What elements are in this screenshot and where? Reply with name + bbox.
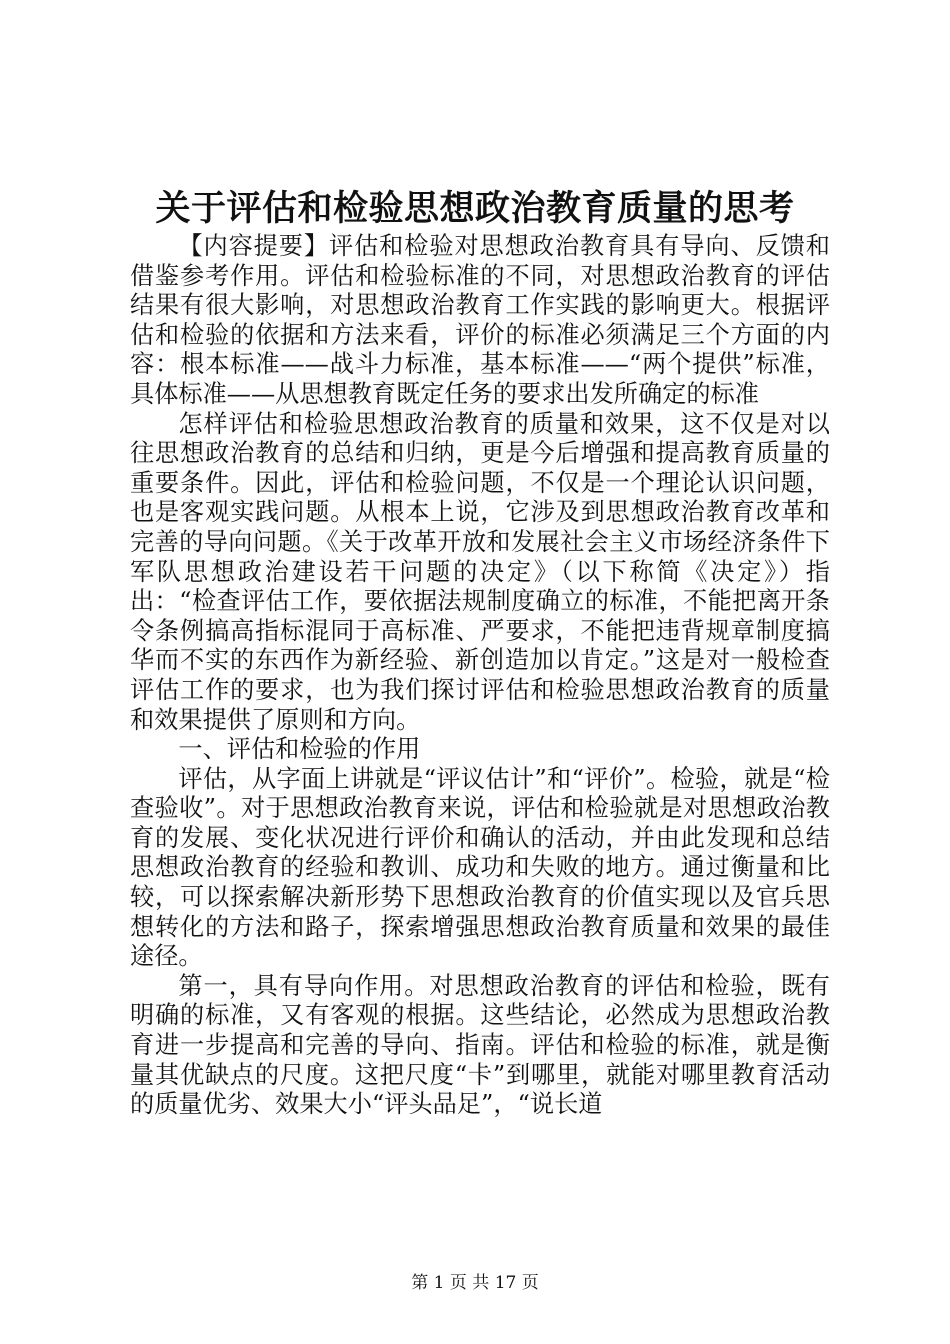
page-number-footer: 第 1 页 共 17 页	[411, 1273, 539, 1293]
paragraph-definition: 评估，从字面上讲就是“评议估计”和“评价”。检验，就是“检查验收”。对于思想政治教育来说，评估和检验就是对思想政治教育的发展、变化状况进行评价和确认的活动，并由此发现和总结思想政治教育的经验和教训、成功和失败的地方。通过衡量和比较，可以探索解决新形势下思想政治教育的价值实现以及官兵思想转化的方法和路子，探索增强思想政治教育质量和效果的最佳途径。	[130, 764, 830, 971]
document-title: 关于评估和检验思想政治教育质量的思考	[155, 188, 795, 229]
paragraph-intro: 怎样评估和检验思想政治教育的质量和效果，这不仅是对以往思想政治教育的总结和归纳，更是今后增强和提高教育质量的重要条件。因此，评估和检验问题，不仅是一个理论认识问题，也是客观实践问题。从根本上说，它涉及到思想政治教育改革和完善的导向问题。《关于改革开放和发展社会主义市场经济条件下军队思想政治建设若干问题的决定》（以下称简《决定》）指出：“检查评估工作，要依据法规制度确立的标准，不能把离开条令条例搞高指标混同于高标准、严要求，不能把违背规章制度搞华而不实的东西作为新经验、新创造加以肯定。”这是对一般检查评估工作的要求，也为我们探讨评估和检验思想政治教育的质量和效果提供了原则和方向。	[130, 409, 830, 734]
section-heading: 一、评估和检验的作用	[178, 735, 421, 764]
document-body	[130, 232, 830, 1120]
paragraph-abstract: 【内容提要】评估和检验对思想政治教育具有导向、反馈和借鉴参考作用。评估和检验标准的不同，对思想政治教育的评估结果有很大影响，对思想政治教育工作实践的影响更大。根据评估和检验的依据和方法来看，评价的标准必须满足三个方面的内容：根本标准——战斗力标准，基本标准——“两个提供”标准，具体标准——从思想教育既定任务的要求出发所确定的标准	[130, 232, 830, 408]
paragraph-guidance: 第一，具有导向作用。对思想政治教育的评估和检验，既有明确的标准，又有客观的根据。这些结论，必然成为思想政治教育进一步提高和完善的导向、指南。评估和检验的标准，就是衡量其优缺点的尺度。这把尺度“卡”到哪里，就能对哪里教育活动的质量优劣、效果大小“评头品足”，“说长道	[130, 971, 830, 1119]
